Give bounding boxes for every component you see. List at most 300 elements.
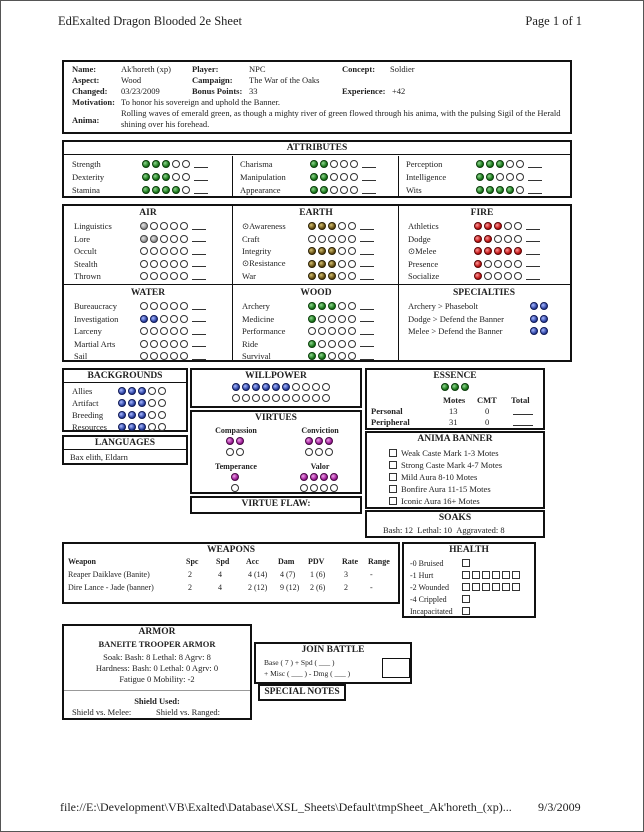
value-blank[interactable] [362,161,376,168]
dot-empty[interactable] [160,247,168,255]
dot-filled[interactable] [320,160,328,168]
dot-empty[interactable] [350,160,358,168]
dot-filled[interactable] [162,173,170,181]
dot-filled[interactable] [540,315,548,323]
dot-empty[interactable] [340,173,348,181]
dot-empty[interactable] [302,394,310,402]
dot-filled[interactable] [328,260,336,268]
dot-filled[interactable] [140,222,148,230]
dot-empty[interactable] [172,173,180,181]
dot-empty[interactable] [328,235,336,243]
dot-empty[interactable] [348,352,356,360]
dot-empty[interactable] [338,272,346,280]
dot-empty[interactable] [170,260,178,268]
dot-filled[interactable] [226,437,234,445]
dot-empty[interactable] [305,448,313,456]
dot-empty[interactable] [231,484,239,492]
value-blank[interactable] [360,353,374,360]
dot-filled[interactable] [308,340,316,348]
health-box[interactable] [502,583,510,591]
dot-empty[interactable] [506,160,514,168]
dot-filled[interactable] [162,186,170,194]
dot-empty[interactable] [160,302,168,310]
dot-empty[interactable] [350,173,358,181]
value-blank[interactable] [528,161,542,168]
dot-empty[interactable] [292,383,300,391]
dot-empty[interactable] [325,448,333,456]
dot-filled[interactable] [138,423,146,431]
dot-empty[interactable] [318,315,326,323]
value-blank[interactable] [192,260,206,267]
dot-filled[interactable] [152,173,160,181]
dot-filled[interactable] [310,186,318,194]
dot-filled[interactable] [150,235,158,243]
dot-filled[interactable] [328,302,336,310]
value-blank[interactable] [194,187,208,194]
dot-empty[interactable] [348,260,356,268]
dot-empty[interactable] [504,235,512,243]
value-blank[interactable] [360,273,374,280]
dot-empty[interactable] [504,272,512,280]
anima-level[interactable] [389,459,502,471]
dot-filled[interactable] [308,272,316,280]
health-box[interactable] [472,571,480,579]
dot-empty[interactable] [348,235,356,243]
dot-empty[interactable] [160,315,168,323]
dot-empty[interactable] [170,247,178,255]
dot-empty[interactable] [516,186,524,194]
dot-filled[interactable] [128,411,136,419]
health-box[interactable] [502,571,510,579]
dot-empty[interactable] [292,394,300,402]
dot-filled[interactable] [320,473,328,481]
value-blank[interactable] [194,174,208,181]
dot-empty[interactable] [504,222,512,230]
dot-filled[interactable] [142,186,150,194]
dot-empty[interactable] [310,484,318,492]
dot-filled[interactable] [514,247,522,255]
dot-filled[interactable] [138,411,146,419]
dot-filled[interactable] [262,383,270,391]
dot-empty[interactable] [348,327,356,335]
dot-empty[interactable] [322,383,330,391]
value-blank[interactable] [192,328,206,335]
dot-filled[interactable] [486,173,494,181]
dot-empty[interactable] [318,235,326,243]
value-blank[interactable] [360,248,374,255]
dot-empty[interactable] [150,260,158,268]
dot-filled[interactable] [318,352,326,360]
dot-empty[interactable] [140,352,148,360]
dot-empty[interactable] [150,327,158,335]
value-blank[interactable] [192,303,206,310]
dot-filled[interactable] [282,383,290,391]
dot-empty[interactable] [150,340,158,348]
dot-empty[interactable] [226,448,234,456]
dot-empty[interactable] [170,315,178,323]
anima-checkbox[interactable] [389,449,397,457]
dot-empty[interactable] [160,260,168,268]
dot-empty[interactable] [170,235,178,243]
dot-empty[interactable] [348,222,356,230]
dot-filled[interactable] [252,383,260,391]
dot-filled[interactable] [118,423,126,431]
dot-filled[interactable] [140,235,148,243]
dot-filled[interactable] [308,247,316,255]
health-box[interactable] [462,571,470,579]
dot-filled[interactable] [300,473,308,481]
dot-empty[interactable] [504,260,512,268]
dot-empty[interactable] [150,247,158,255]
dot-empty[interactable] [170,352,178,360]
dot-filled[interactable] [310,160,318,168]
dot-empty[interactable] [150,222,158,230]
dot-filled[interactable] [138,387,146,395]
health-box[interactable] [462,559,470,567]
dot-filled[interactable] [496,186,504,194]
dot-filled[interactable] [308,302,316,310]
dot-filled[interactable] [540,302,548,310]
dot-filled[interactable] [474,247,482,255]
dot-filled[interactable] [152,160,160,168]
dot-filled[interactable] [310,173,318,181]
value-blank[interactable] [192,273,206,280]
dot-filled[interactable] [315,437,323,445]
dot-empty[interactable] [170,222,178,230]
value-blank[interactable] [360,235,374,242]
dot-filled[interactable] [530,302,538,310]
anima-level[interactable] [389,471,477,483]
dot-filled[interactable] [476,160,484,168]
value-blank[interactable] [528,174,542,181]
dot-filled[interactable] [150,315,158,323]
dot-empty[interactable] [150,302,158,310]
dot-empty[interactable] [182,186,190,194]
value-blank[interactable] [192,353,206,360]
dot-empty[interactable] [318,327,326,335]
dot-empty[interactable] [328,340,336,348]
value-blank[interactable] [526,248,540,255]
dot-empty[interactable] [160,327,168,335]
dot-filled[interactable] [232,383,240,391]
value-blank[interactable] [360,315,374,322]
dot-empty[interactable] [140,302,148,310]
value-blank[interactable] [192,315,206,322]
dot-filled[interactable] [530,315,538,323]
dot-empty[interactable] [150,352,158,360]
dot-empty[interactable] [232,394,240,402]
dot-filled[interactable] [318,260,326,268]
dot-empty[interactable] [330,160,338,168]
dot-empty[interactable] [140,340,148,348]
dot-filled[interactable] [496,160,504,168]
dot-filled[interactable] [128,399,136,407]
dot-empty[interactable] [328,327,336,335]
dot-filled[interactable] [476,173,484,181]
dot-filled[interactable] [318,222,326,230]
dot-filled[interactable] [330,473,338,481]
dot-filled[interactable] [325,437,333,445]
dot-filled[interactable] [540,327,548,335]
dot-empty[interactable] [514,260,522,268]
dot-empty[interactable] [160,235,168,243]
dot-filled[interactable] [474,222,482,230]
dot-filled[interactable] [162,160,170,168]
dot-empty[interactable] [330,173,338,181]
dot-empty[interactable] [148,411,156,419]
dot-empty[interactable] [140,247,148,255]
dot-empty[interactable] [320,484,328,492]
dot-empty[interactable] [242,394,250,402]
dot-filled[interactable] [504,247,512,255]
dot-empty[interactable] [338,247,346,255]
dot-filled[interactable] [152,186,160,194]
dot-empty[interactable] [182,160,190,168]
dot-filled[interactable] [272,383,280,391]
dot-filled[interactable] [484,235,492,243]
dot-empty[interactable] [514,235,522,243]
anima-level[interactable] [389,447,499,459]
value-blank[interactable] [526,223,540,230]
dot-empty[interactable] [302,383,310,391]
dot-filled[interactable] [328,272,336,280]
value-blank[interactable] [192,223,206,230]
dot-empty[interactable] [328,352,336,360]
anima-checkbox[interactable] [389,485,397,493]
dot-empty[interactable] [338,327,346,335]
dot-filled[interactable] [486,160,494,168]
value-blank[interactable] [362,174,376,181]
dot-filled[interactable] [236,437,244,445]
dot-filled[interactable] [118,411,126,419]
dot-empty[interactable] [170,302,178,310]
value-blank[interactable] [194,161,208,168]
dot-filled[interactable] [484,222,492,230]
dot-empty[interactable] [514,222,522,230]
dot-filled[interactable] [231,473,239,481]
value-blank[interactable] [360,303,374,310]
dot-empty[interactable] [308,235,316,243]
dot-empty[interactable] [170,340,178,348]
dot-filled[interactable] [128,423,136,431]
dot-empty[interactable] [170,272,178,280]
dot-empty[interactable] [236,448,244,456]
dot-filled[interactable] [328,247,336,255]
dot-empty[interactable] [262,394,270,402]
dot-filled[interactable] [118,399,126,407]
value-blank[interactable] [526,260,540,267]
health-box[interactable] [482,583,490,591]
dot-filled[interactable] [138,399,146,407]
dot-empty[interactable] [338,302,346,310]
dot-filled[interactable] [328,222,336,230]
dot-filled[interactable] [486,186,494,194]
dot-empty[interactable] [322,394,330,402]
dot-empty[interactable] [348,340,356,348]
dot-empty[interactable] [506,173,514,181]
value-blank[interactable] [362,187,376,194]
dot-empty[interactable] [180,302,188,310]
dot-filled[interactable] [310,473,318,481]
dot-filled[interactable] [140,315,148,323]
dot-empty[interactable] [160,352,168,360]
dot-empty[interactable] [180,235,188,243]
dot-empty[interactable] [338,235,346,243]
health-box[interactable] [472,583,480,591]
dot-filled[interactable] [474,272,482,280]
dot-empty[interactable] [338,260,346,268]
anima-checkbox[interactable] [389,473,397,481]
essence-total-blank[interactable] [513,408,533,415]
dot-empty[interactable] [315,448,323,456]
dot-empty[interactable] [338,315,346,323]
health-box[interactable] [482,571,490,579]
dot-empty[interactable] [494,272,502,280]
dot-empty[interactable] [180,272,188,280]
dot-filled[interactable] [308,260,316,268]
dot-empty[interactable] [312,383,320,391]
value-blank[interactable] [360,223,374,230]
dot-empty[interactable] [514,272,522,280]
essence-total-blank[interactable] [513,419,533,426]
dot-empty[interactable] [282,394,290,402]
dot-filled[interactable] [142,160,150,168]
dot-filled[interactable] [318,272,326,280]
dot-empty[interactable] [330,484,338,492]
dot-empty[interactable] [160,340,168,348]
dot-empty[interactable] [160,222,168,230]
dot-empty[interactable] [180,315,188,323]
dot-empty[interactable] [340,160,348,168]
dot-filled[interactable] [530,327,538,335]
dot-empty[interactable] [150,272,158,280]
health-box[interactable] [462,595,470,603]
dot-filled[interactable] [305,437,313,445]
health-box[interactable] [492,571,500,579]
dot-empty[interactable] [148,423,156,431]
dot-empty[interactable] [158,399,166,407]
dot-empty[interactable] [158,423,166,431]
health-box[interactable] [512,583,520,591]
dot-empty[interactable] [140,272,148,280]
dot-empty[interactable] [338,352,346,360]
health-box[interactable] [462,583,470,591]
dot-empty[interactable] [340,186,348,194]
dot-filled[interactable] [172,186,180,194]
dot-empty[interactable] [484,260,492,268]
dot-empty[interactable] [272,394,280,402]
health-box[interactable] [512,571,520,579]
dot-empty[interactable] [140,327,148,335]
dot-empty[interactable] [494,260,502,268]
dot-filled[interactable] [494,247,502,255]
dot-empty[interactable] [484,272,492,280]
dot-empty[interactable] [348,272,356,280]
dot-filled[interactable] [474,260,482,268]
dot-empty[interactable] [172,160,180,168]
health-box[interactable] [462,607,470,615]
dot-filled[interactable] [484,247,492,255]
value-blank[interactable] [360,340,374,347]
dot-filled[interactable] [118,387,126,395]
dot-empty[interactable] [516,160,524,168]
dot-empty[interactable] [180,247,188,255]
dot-empty[interactable] [158,387,166,395]
dot-filled[interactable] [476,186,484,194]
dot-empty[interactable] [252,394,260,402]
dot-filled[interactable] [128,387,136,395]
health-box[interactable] [492,583,500,591]
dot-empty[interactable] [180,260,188,268]
dot-filled[interactable] [474,235,482,243]
dot-empty[interactable] [494,235,502,243]
dot-empty[interactable] [318,340,326,348]
dot-empty[interactable] [348,315,356,323]
dot-filled[interactable] [242,383,250,391]
dot-empty[interactable] [338,222,346,230]
dot-empty[interactable] [308,327,316,335]
dot-empty[interactable] [158,411,166,419]
dot-empty[interactable] [160,272,168,280]
dot-filled[interactable] [506,186,514,194]
anima-checkbox[interactable] [389,497,397,505]
value-blank[interactable] [360,328,374,335]
dot-empty[interactable] [496,173,504,181]
dot-empty[interactable] [338,340,346,348]
dot-filled[interactable] [494,222,502,230]
dot-empty[interactable] [180,327,188,335]
dot-empty[interactable] [350,186,358,194]
dot-empty[interactable] [300,484,308,492]
dot-empty[interactable] [312,394,320,402]
dot-empty[interactable] [180,340,188,348]
dot-filled[interactable] [461,383,469,391]
dot-filled[interactable] [451,383,459,391]
anima-level[interactable] [389,495,480,507]
join-battle-total-box[interactable] [382,658,410,678]
dot-filled[interactable] [318,247,326,255]
value-blank[interactable] [526,235,540,242]
dot-empty[interactable] [348,247,356,255]
dot-filled[interactable] [320,186,328,194]
dot-empty[interactable] [140,260,148,268]
dot-empty[interactable] [180,222,188,230]
value-blank[interactable] [526,273,540,280]
dot-filled[interactable] [320,173,328,181]
dot-filled[interactable] [308,222,316,230]
dot-empty[interactable] [170,327,178,335]
anima-checkbox[interactable] [389,461,397,469]
dot-empty[interactable] [348,302,356,310]
value-blank[interactable] [360,260,374,267]
value-blank[interactable] [192,340,206,347]
value-blank[interactable] [528,187,542,194]
dot-empty[interactable] [148,399,156,407]
dot-empty[interactable] [180,352,188,360]
dot-filled[interactable] [318,302,326,310]
anima-level[interactable] [389,483,491,495]
dot-empty[interactable] [148,387,156,395]
dot-filled[interactable] [142,173,150,181]
dot-filled[interactable] [308,315,316,323]
value-blank[interactable] [192,248,206,255]
dot-filled[interactable] [308,352,316,360]
dot-empty[interactable] [182,173,190,181]
value-blank[interactable] [192,235,206,242]
dot-empty[interactable] [328,315,336,323]
dot-empty[interactable] [516,173,524,181]
dot-filled[interactable] [441,383,449,391]
